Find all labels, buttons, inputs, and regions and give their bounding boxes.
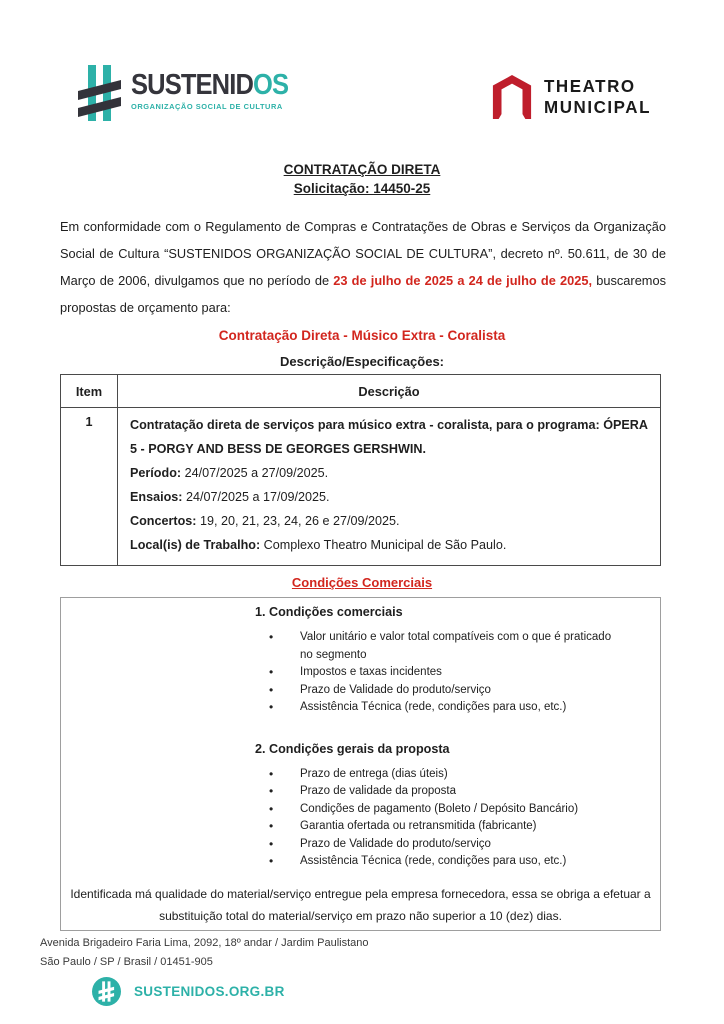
intro-part1: Em conformidade com o Regulamento de Compras e Contratações de Obras e Serviços da Organização Social de Cultura “SUSTENIDOS ORGANIZAÇÃO SOCIAL DE CULTURA”, decreto nº. 50.611, de 30 de Março de 2006, divulgamos que no período de: [60, 219, 670, 288]
section2-title: 2. Condições gerais da proposta: [255, 741, 450, 756]
document-footer: [0, 934, 724, 1006]
bullet-item: • Garantia ofertada ou retransmitida (fabricante): [267, 818, 627, 836]
field-value: 24/07/2025 a 17/09/2025.: [182, 490, 330, 504]
bullet-item: • Prazo de entrega (dias úteis): [267, 766, 627, 784]
spec-table-head: [61, 375, 661, 408]
field-label: Ensaios:: [130, 490, 183, 504]
bullet-item: • Condições de pagamento (Boleto / Depósito Bancário): [267, 801, 627, 819]
service-title: Contratação direta de serviços para músico extra - coralista, para o programa: ÓPERA 5 - PORGY AND BESS DE GEORGES GERSHWIN.: [130, 418, 648, 456]
document-title: [0, 160, 724, 198]
field-local-trabalho: [130, 533, 648, 557]
intro-paragraph: [60, 213, 670, 321]
period-dates: 23 de julho de 2025 a 24 de julho de 2025,: [333, 273, 593, 288]
address-line1: Avenida Brigadeiro Faria Lima, 2092, 18º andar / Jardim Paulistano: [40, 936, 369, 949]
hash-glyph: [98, 981, 115, 1002]
sustenidos-hash-icon: [78, 64, 122, 122]
footer-site-url: SUSTENIDOS.ORG.BR: [134, 983, 285, 999]
sustenidos-logo-text: [131, 64, 310, 111]
wordmark-teal-part: OS: [253, 69, 289, 101]
section2-list: [267, 766, 627, 871]
bullet-item: • Impostos e taxas incidentes: [267, 664, 627, 682]
bullet-item: • Valor unitário e valor total compatíveis com o que é praticado no segmento: [267, 629, 627, 664]
field-concertos: [130, 509, 648, 533]
item-number-cell: 1: [61, 408, 118, 566]
section1-title: 1. Condições comerciais: [255, 605, 403, 619]
bullet-item: • Assistência Técnica (rede, condições para uso, etc.): [267, 853, 627, 871]
conditions-heading: Condições Comerciais: [291, 575, 433, 590]
intro-part2: buscaremos propostas de orçamento para:: [60, 273, 670, 315]
col-header-item: Item: [61, 375, 118, 408]
theatro-line1: THEATRO: [543, 76, 636, 96]
col-header-descricao: Descrição: [118, 375, 661, 408]
theatro-logo-text: [544, 76, 651, 118]
field-ensaios: [130, 485, 648, 509]
spec-table-body: [61, 408, 661, 566]
table-header-row: [61, 375, 661, 408]
spec-heading: Descrição/Especificações:: [279, 354, 445, 369]
spec-table: [60, 374, 661, 566]
bullet-item: • Prazo de Validade do produto/serviço: [267, 682, 627, 700]
footer-site-row: [92, 977, 724, 1006]
field-value: 24/07/2025 a 27/09/2025.: [181, 466, 329, 480]
field-periodo: [130, 461, 648, 485]
wordmark-dark-part: SUSTENID: [131, 69, 254, 101]
description-cell: [118, 408, 661, 566]
bullet-item: • Prazo de Validade do produto/serviço: [267, 836, 627, 854]
field-label: Local(is) de Trabalho:: [130, 538, 261, 552]
subject-title: Contratação Direta - Músico Extra - Coralista: [218, 328, 506, 343]
sustenidos-circle-hash-icon: [92, 977, 121, 1006]
conditions-box: [60, 597, 661, 931]
field-value: Complexo Theatro Municipal de São Paulo.: [260, 538, 507, 552]
address-line2: São Paulo / SP / Brasil / 01451-905: [40, 955, 213, 968]
theatro-line2: MUNICIPAL: [543, 97, 651, 117]
field-label: Período:: [130, 466, 182, 480]
bullet-item: • Assistência Técnica (rede, condições para uso, etc.): [267, 699, 627, 717]
bullet-item: • Prazo de validade da proposta: [267, 783, 627, 801]
sustenidos-logo: [78, 64, 310, 122]
field-label: Concertos:: [130, 514, 197, 528]
document-header: [0, 0, 724, 122]
theatro-arch-icon: [491, 73, 533, 121]
sustenidos-tagline: ORGANIZAÇÃO SOCIAL DE CULTURA: [131, 102, 283, 111]
field-value: 19, 20, 21, 23, 24, 26 e 27/09/2025.: [196, 514, 400, 528]
sustenidos-wordmark: [131, 71, 288, 99]
quality-note: Identificada má qualidade do material/serviço entregue pela empresa fornecedora, essa se obriga a efetuar a substituição total do material/serviço em prazo não superior a 10 (dez) dias.: [70, 886, 651, 923]
footer-address: [40, 934, 724, 972]
section1-list: [267, 629, 627, 717]
title-line1: CONTRATAÇÃO DIRETA: [283, 162, 441, 177]
theatro-municipal-logo: [491, 73, 654, 121]
title-line2-solicitacao: Solicitação: 14450-25: [293, 181, 431, 196]
table-row: [61, 408, 661, 566]
